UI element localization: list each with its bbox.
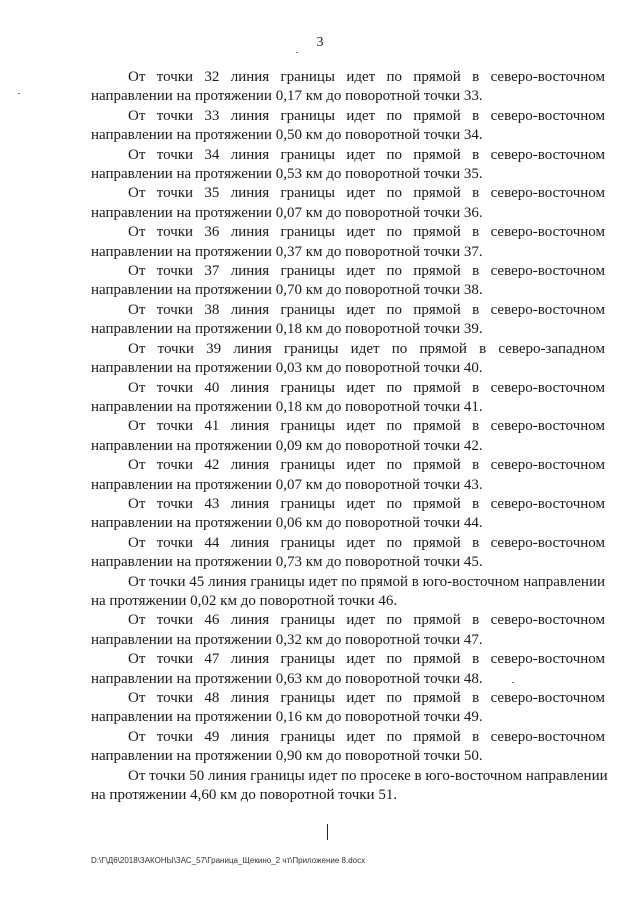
paragraph xyxy=(91,534,605,573)
paragraph-line: От точки 32 линия границы идет по прямой в северо-восточном xyxy=(128,69,605,85)
paragraph xyxy=(91,223,605,262)
paragraph-line: От точки 45 линия границы идет по прямой в юго-восточном направлении xyxy=(128,573,605,590)
paragraph-line: От точки 39 линия границы идет по прямой в северо-западном xyxy=(128,340,605,357)
paragraph xyxy=(91,495,605,534)
paragraph-line: От точки 37 линия границы идет по прямой в северо-восточном xyxy=(128,263,605,280)
paragraph xyxy=(91,107,605,146)
paragraph-line: направлении на протяжении 0,73 км до поворотной точки 45. xyxy=(91,554,483,571)
paragraph xyxy=(91,650,605,689)
paragraph-line: От точки 46 линия границы идет по прямой в северо-восточном xyxy=(128,612,605,629)
paragraph-line: направлении на протяжении 0,06 км до поворотной точки 44. xyxy=(91,515,483,532)
paragraph-line: направлении на протяжении 0,03 км до поворотной точки 40. xyxy=(91,360,483,377)
paragraph xyxy=(91,689,605,728)
paragraph-line: направлении на протяжении 0,07 км до поворотной точки 43. xyxy=(91,476,483,493)
paragraph-line: От точки 35 линия границы идет по прямой в северо-восточном xyxy=(128,185,605,202)
paragraph xyxy=(91,184,605,223)
paragraph-line: От точки 40 линия границы идет по прямой в северо-восточном xyxy=(128,379,605,396)
paragraph-line: От точки 33 линия границы идет по прямой в северо-восточном xyxy=(128,107,605,124)
paragraph xyxy=(91,767,608,806)
paragraph xyxy=(91,379,605,418)
paragraph-line: направлении на протяжении 0,32 км до поворотной точки 47. xyxy=(91,631,483,648)
paragraph xyxy=(91,573,605,612)
paragraph-line: направлении на протяжении 0,18 км до поворотной точки 41. xyxy=(91,398,483,415)
paragraph xyxy=(91,728,605,767)
paragraph-line: направлении на протяжении 0,70 км до поворотной точки 38. xyxy=(91,282,483,299)
paragraph-line: От точки 48 линия границы идет по прямой в северо-восточном xyxy=(128,690,605,706)
document-body xyxy=(91,68,608,805)
paragraph-line: От точки 38 линия границы идет по прямой в северо-восточном xyxy=(128,301,605,318)
paragraph-line: направлении на протяжении 0,50 км до поворотной точки 34. xyxy=(91,127,483,144)
paragraph xyxy=(91,68,605,107)
paragraph-line: направлении на протяжении 0,37 км до поворотной точки 37. xyxy=(91,243,483,260)
paragraph-line: направлении на протяжении 0,90 км до поворотной точки 50. xyxy=(91,748,483,765)
paragraph xyxy=(91,417,605,456)
paragraph xyxy=(91,611,605,650)
paragraph-line: направлении на протяжении 0,17 км до поворотной точки 33. xyxy=(91,88,483,105)
scan-speck xyxy=(512,682,514,683)
paragraph xyxy=(91,340,605,379)
paragraph-line: направлении на протяжении 0,63 км до поворотной точки 48. xyxy=(91,670,483,687)
scan-speck xyxy=(18,93,20,94)
paragraph xyxy=(91,301,605,340)
paragraph-line: направлении на протяжении 0,18 км до поворотной точки 39. xyxy=(91,321,483,338)
paragraph-line: направлении на протяжении 0,53 км до поворотной точки 35. xyxy=(91,166,483,183)
paragraph-line: на протяжении 4,60 км до поворотной точки 51. xyxy=(91,787,398,804)
paragraph-line: направлении на протяжении 0,16 км до поворотной точки 49. xyxy=(91,709,483,726)
page-number: 3 xyxy=(316,35,324,50)
scan-speck xyxy=(296,52,298,53)
paragraph-line: От точки 41 линия границы идет по прямой в северо-восточном xyxy=(128,418,605,435)
paragraph-line: направлении на протяжении 0,07 км до поворотной точки 36. xyxy=(91,204,483,221)
paragraph-line: От точки 50 линия границы идет по просеке в юго-восточном направлении xyxy=(128,767,608,784)
paragraph xyxy=(91,456,605,495)
paragraph-line: на протяжении 0,02 км до поворотной точки 46. xyxy=(91,592,398,609)
paragraph-line: От точки 42 линия границы идет по прямой в северо-восточном xyxy=(128,457,605,474)
paragraph xyxy=(91,146,605,185)
paragraph-line: От точки 49 линия границы идет по прямой в северо-восточном xyxy=(128,728,605,745)
paragraph-line: От точки 47 линия границы идет по прямой в северо-восточном xyxy=(128,651,605,668)
scan-mark xyxy=(327,824,328,840)
paragraph-line: От точки 44 линия границы идет по прямой в северо-восточном xyxy=(128,534,605,551)
file-path-footer: D:\Г\Д6\2018\ЗАКОНЫ\ЗАС_57\Граница_Щекино_2 чт\Приложение 8.docx xyxy=(91,856,366,865)
paragraph xyxy=(91,262,605,301)
paragraph-line: От точки 43 линия границы идет по прямой в северо-восточном xyxy=(128,495,605,512)
paragraph-line: направлении на протяжении 0,09 км до поворотной точки 42. xyxy=(91,437,483,454)
paragraph-line: От точки 36 линия границы идет по прямой в северо-восточном xyxy=(128,224,605,241)
paragraph-line: От точки 34 линия границы идет по прямой в северо-восточном xyxy=(128,146,605,163)
